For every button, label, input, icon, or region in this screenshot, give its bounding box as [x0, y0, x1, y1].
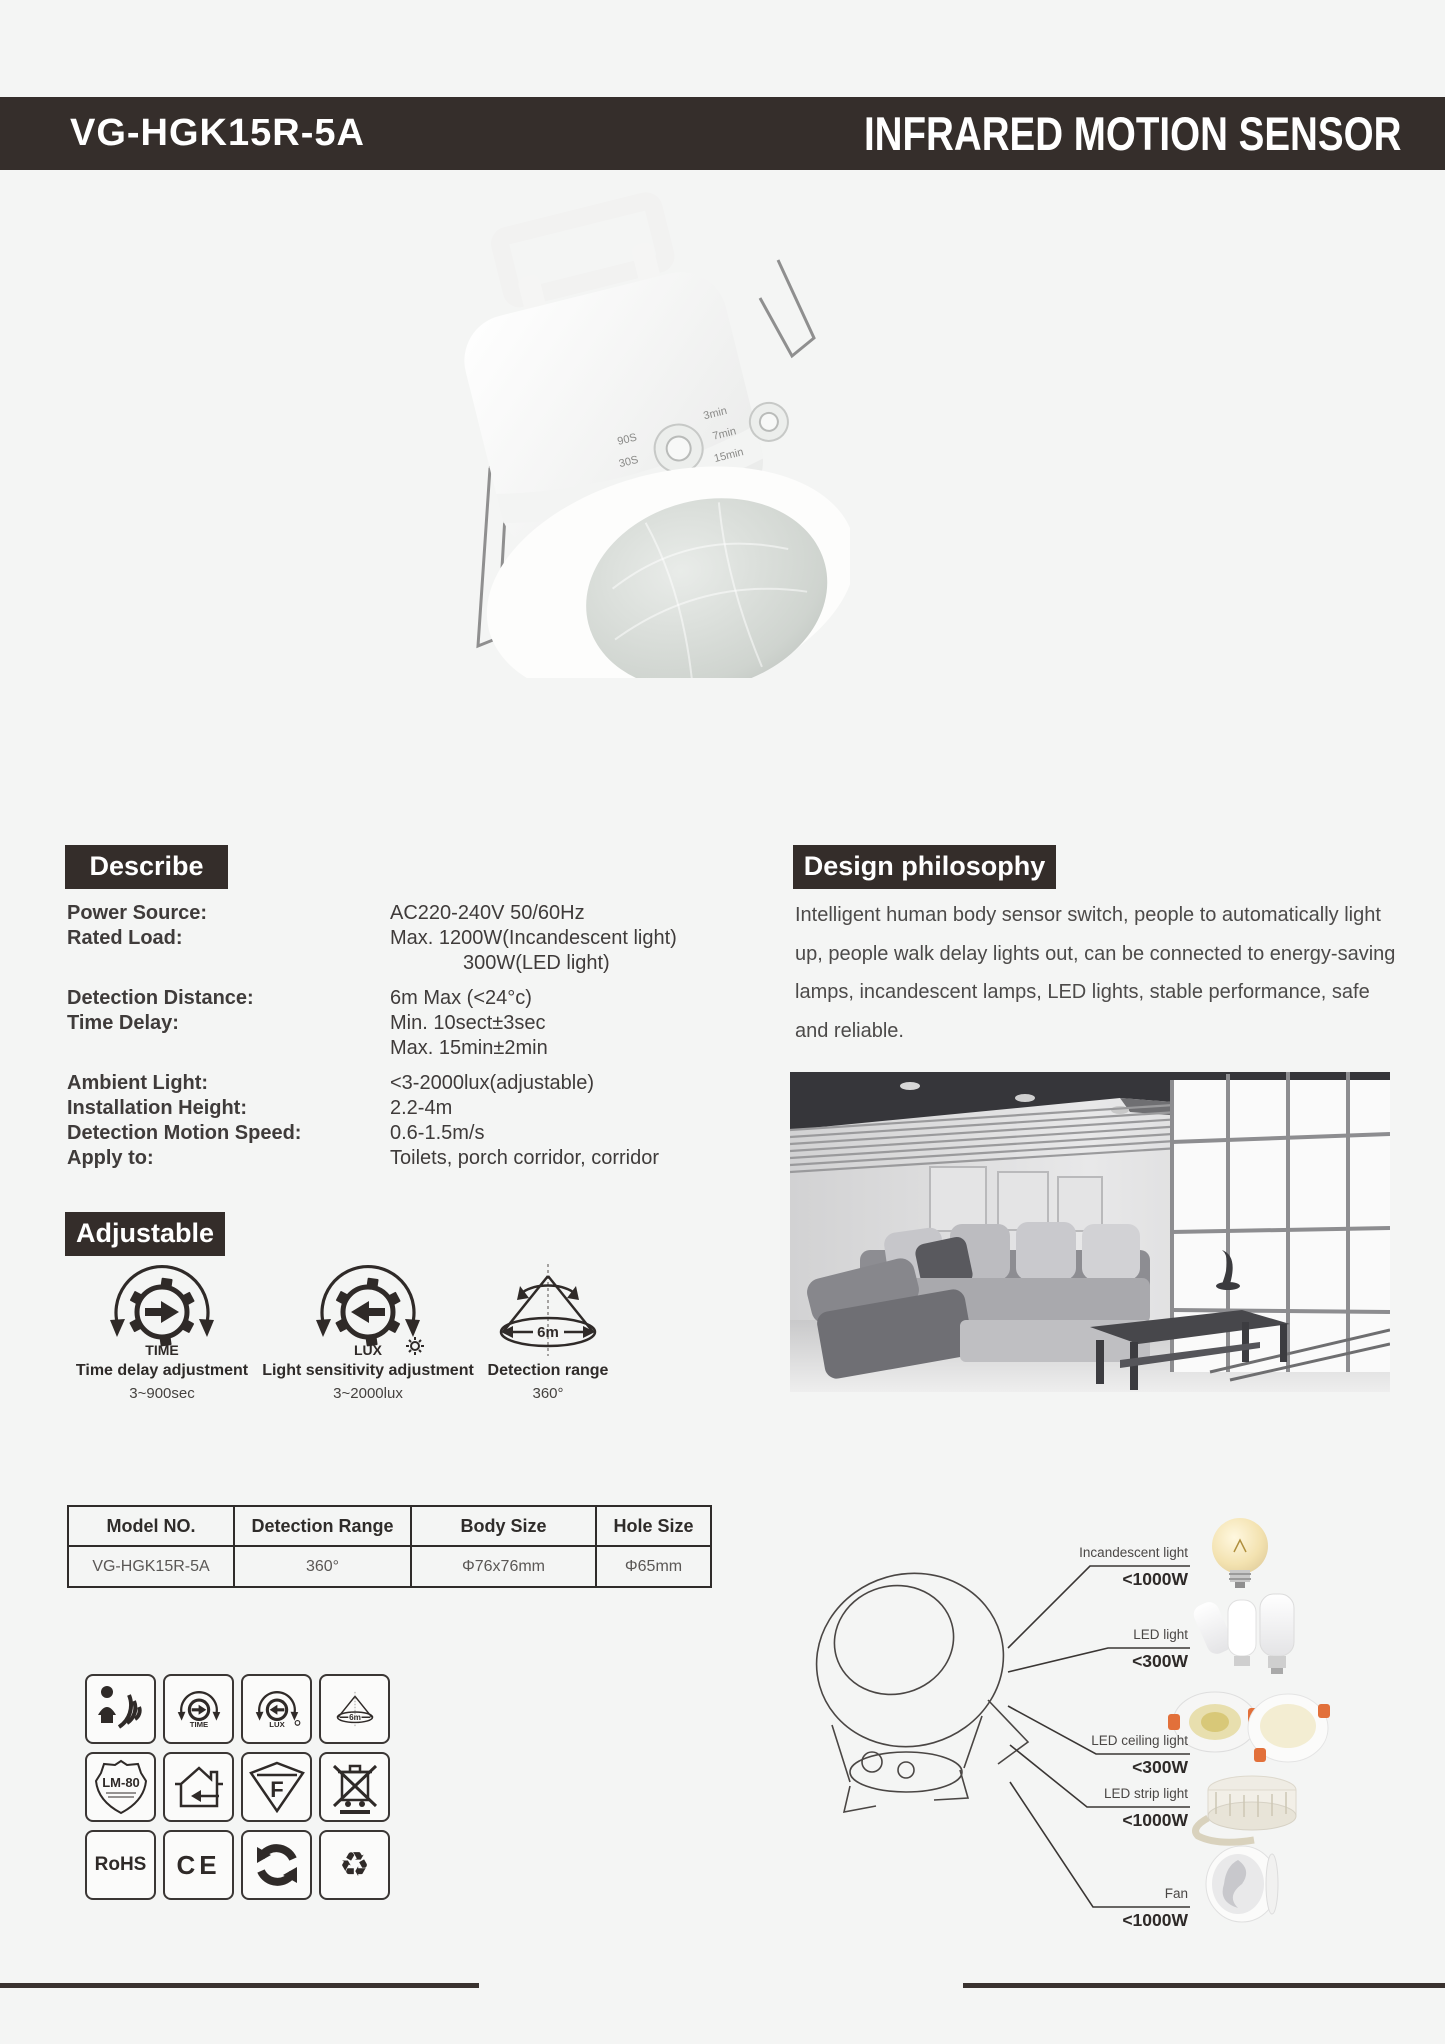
spec-label: Apply to:	[67, 1147, 154, 1169]
spec-label: Ambient Light:	[67, 1072, 209, 1094]
fan-image	[1206, 1846, 1278, 1922]
indoor-use-icon	[173, 1762, 225, 1812]
svg-text:6m: 6m	[348, 1712, 361, 1722]
sun-icon	[406, 1337, 424, 1355]
motion-sensor-icon	[93, 1683, 149, 1735]
spec-label: Detection Distance:	[67, 987, 254, 1009]
app-label-fan: Fan	[1164, 1886, 1188, 1901]
green-dot-badge	[241, 1830, 312, 1900]
f-mark-badge	[241, 1752, 312, 1822]
spring-clip-right	[760, 260, 814, 356]
app-watt-led-ceiling: <300W	[1132, 1757, 1188, 1777]
recycle-icon: ♻	[339, 1846, 370, 1884]
lm80-shield-icon	[94, 1759, 148, 1815]
col-hole-size: Hole Size	[596, 1506, 711, 1546]
table-row	[68, 1546, 711, 1587]
green-dot-icon	[253, 1841, 301, 1889]
adjustable-item-range	[438, 1262, 658, 1402]
spec-row	[67, 951, 747, 976]
recyclable-badge	[319, 1830, 390, 1900]
spec-label: Time Delay:	[67, 1012, 179, 1034]
spec-row	[67, 1121, 747, 1146]
spec-row	[67, 1036, 747, 1061]
spec-row	[67, 1011, 747, 1036]
spec-label: Power Source:	[67, 902, 208, 924]
spec-row	[67, 1096, 747, 1121]
spec-row	[67, 926, 747, 951]
led-bulbs-image	[1191, 1594, 1294, 1674]
svg-text:LUX: LUX	[268, 1720, 285, 1730]
product-photo	[340, 168, 850, 678]
adjustable-value: 3~900sec	[129, 1385, 195, 1402]
spec-row	[67, 986, 747, 1011]
svg-text:3min: 3min	[702, 404, 729, 423]
app-label-led: LED light	[1133, 1627, 1188, 1642]
time-dial-icon	[170, 1685, 228, 1733]
col-detection-range: Detection Range	[234, 1506, 411, 1546]
app-watt-led: <300W	[1132, 1651, 1188, 1671]
app-watt-incandescent: <1000W	[1122, 1569, 1188, 1589]
svg-text:LM-80: LM-80	[101, 1775, 140, 1790]
adjustable-value: 360°	[532, 1385, 564, 1402]
detection-range-icon	[327, 1685, 383, 1733]
app-watt-led-strip: <1000W	[1122, 1810, 1188, 1830]
spec-row	[67, 1071, 747, 1096]
indoor-use-badge	[163, 1752, 234, 1822]
lux-dial-icon	[248, 1685, 306, 1733]
svg-text:LUX: LUX	[354, 1342, 382, 1358]
sensor-line-art	[810, 1551, 1028, 1812]
adjustable-label: Detection range	[487, 1362, 609, 1379]
svg-text:6m: 6m	[537, 1324, 559, 1341]
header-bar	[0, 97, 1445, 170]
led-strip-image	[1196, 1776, 1296, 1842]
design-philosophy-text: Intelligent human body sensor switch, people to automatically light up, people walk delay lights out, can be connected to energy-saving lamps, incandescent lamps, LED lights, stable performance, safe and reliable.	[795, 904, 1396, 1042]
f-mark-icon	[249, 1761, 305, 1813]
living-room-photo	[790, 1072, 1390, 1392]
spec-value: <3-2000lux(adjustable)	[390, 1072, 595, 1094]
incandescent-bulb-image	[1212, 1518, 1268, 1588]
lm80-badge	[85, 1752, 156, 1822]
lux-adjust-badge	[241, 1674, 312, 1744]
adjustable-value: 3~2000lux	[333, 1385, 403, 1402]
cell-hole-size: Φ65mm	[596, 1546, 711, 1587]
app-label-led-ceiling: LED ceiling light	[1091, 1733, 1188, 1748]
spec-value: Toilets, porch corridor, corridor	[390, 1147, 659, 1169]
svg-text:F: F	[269, 1777, 284, 1802]
adjustable-heading: Adjustable	[65, 1212, 225, 1256]
ce-label: CE	[176, 1849, 221, 1880]
application-diagram	[810, 1500, 1445, 1940]
spec-value: Max. 1200W(Incandescent light)	[390, 927, 677, 949]
spec-label: Rated Load:	[67, 927, 183, 949]
page-title: INFRARED MOTION SENSOR	[863, 107, 1401, 160]
rohs-badge	[85, 1830, 156, 1900]
table-header-row	[68, 1506, 711, 1546]
spec-label	[67, 951, 390, 976]
adjustable-label: Light sensitivity adjustment	[262, 1362, 474, 1379]
cell-body-size: Φ76x76mm	[411, 1546, 596, 1587]
spec-value: 2.2-4m	[390, 1097, 453, 1119]
time-adjust-badge	[163, 1674, 234, 1744]
adjustable-label: Time delay adjustment	[75, 1362, 249, 1379]
spec-label	[67, 1036, 390, 1061]
footer-rule-left	[0, 1983, 479, 1988]
lux-dial-icon	[293, 1262, 443, 1358]
svg-text:TIME: TIME	[145, 1342, 179, 1358]
spec-value: 6m Max (<24°c)	[390, 987, 532, 1009]
footer-rule-right	[963, 1983, 1445, 1988]
cell-model: VG-HGK15R-5A	[68, 1546, 234, 1587]
spec-table	[67, 1505, 712, 1588]
badge-grid	[85, 1674, 390, 1900]
svg-text:TIME: TIME	[189, 1720, 208, 1730]
col-model: Model NO.	[68, 1506, 234, 1546]
svg-text:90S: 90S	[616, 431, 639, 448]
describe-heading: Describe	[65, 845, 228, 889]
spec-value: Min. 10sect±3sec	[390, 1012, 546, 1034]
spec-value: Max. 15min±2min	[390, 1037, 548, 1059]
spec-value: 300W(LED light)	[463, 952, 610, 974]
detection-range-badge	[319, 1674, 390, 1744]
led-ceiling-lights-image	[1168, 1692, 1330, 1762]
weee-bin-icon	[330, 1760, 380, 1814]
spec-row	[67, 901, 747, 926]
spec-value: 0.6-1.5m/s	[390, 1122, 485, 1144]
spec-list	[67, 901, 747, 1171]
spec-label: Detection Motion Speed:	[67, 1122, 302, 1144]
svg-text:7min: 7min	[711, 425, 738, 443]
app-watt-fan: <1000W	[1122, 1910, 1188, 1930]
ce-badge	[163, 1830, 234, 1900]
spec-row	[67, 1146, 747, 1171]
svg-text:15min: 15min	[712, 446, 745, 466]
svg-text:30S: 30S	[617, 453, 640, 471]
weee-badge	[319, 1752, 390, 1822]
app-label-led-strip: LED strip light	[1103, 1786, 1188, 1801]
rohs-label: RoHS	[94, 1854, 147, 1875]
model-number: VG-HGK15R-5A	[70, 112, 365, 154]
app-label-incandescent: Incandescent light	[1079, 1545, 1188, 1560]
detection-range-icon	[473, 1262, 623, 1358]
spec-label: Installation Height:	[67, 1097, 247, 1119]
adjustable-item-time	[52, 1262, 272, 1402]
motion-sensor-badge	[85, 1674, 156, 1744]
spec-value: AC220-240V 50/60Hz	[390, 902, 585, 924]
time-dial-icon	[87, 1262, 237, 1358]
col-body-size: Body Size	[411, 1506, 596, 1546]
cell-detection-range: 360°	[234, 1546, 411, 1587]
design-philosophy-heading: Design philosophy	[793, 845, 1056, 889]
